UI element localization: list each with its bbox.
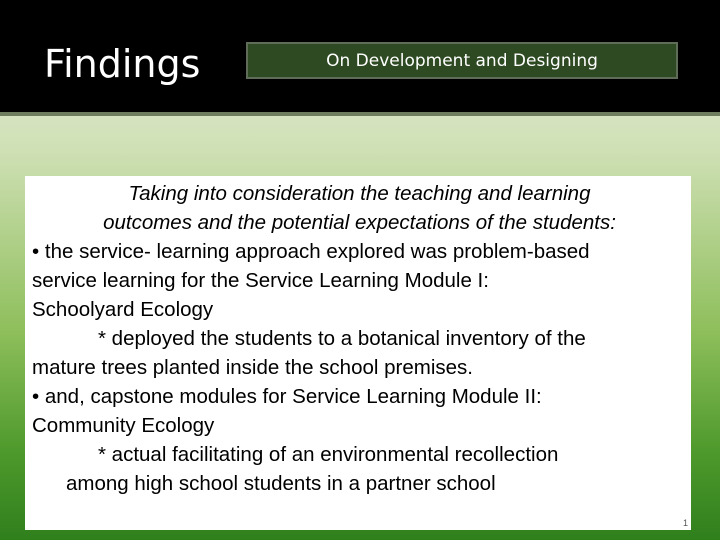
sub-point-line: mature trees planted inside the school premises. bbox=[32, 356, 473, 379]
header-divider bbox=[0, 112, 720, 116]
sub-point-line: * actual facilitating of an environmental recollection bbox=[98, 443, 559, 466]
sub-point-line: * deployed the students to a botanical inventory of the bbox=[98, 327, 586, 350]
sub-point-line: among high school students in a partner school bbox=[66, 472, 496, 495]
slide-title: Findings bbox=[44, 42, 201, 86]
bullet-line: Community Ecology bbox=[32, 414, 215, 437]
subtitle-box bbox=[246, 42, 678, 79]
bullet-line: • the service- learning approach explored was problem-based bbox=[32, 240, 590, 263]
content-text bbox=[32, 179, 687, 498]
bullet-line: Schoolyard Ecology bbox=[32, 298, 214, 321]
intro-line: outcomes and the potential expectations of the students: bbox=[103, 211, 616, 234]
slide-subtitle: On Development and Designing bbox=[326, 50, 598, 71]
bullet-line: • and, capstone modules for Service Learning Module II: bbox=[32, 385, 542, 408]
content-box bbox=[25, 176, 691, 530]
intro-line: Taking into consideration the teaching and learning bbox=[128, 182, 591, 205]
slide-number: 1 bbox=[682, 518, 688, 528]
bullet-line: service learning for the Service Learning Module I: bbox=[32, 269, 489, 292]
